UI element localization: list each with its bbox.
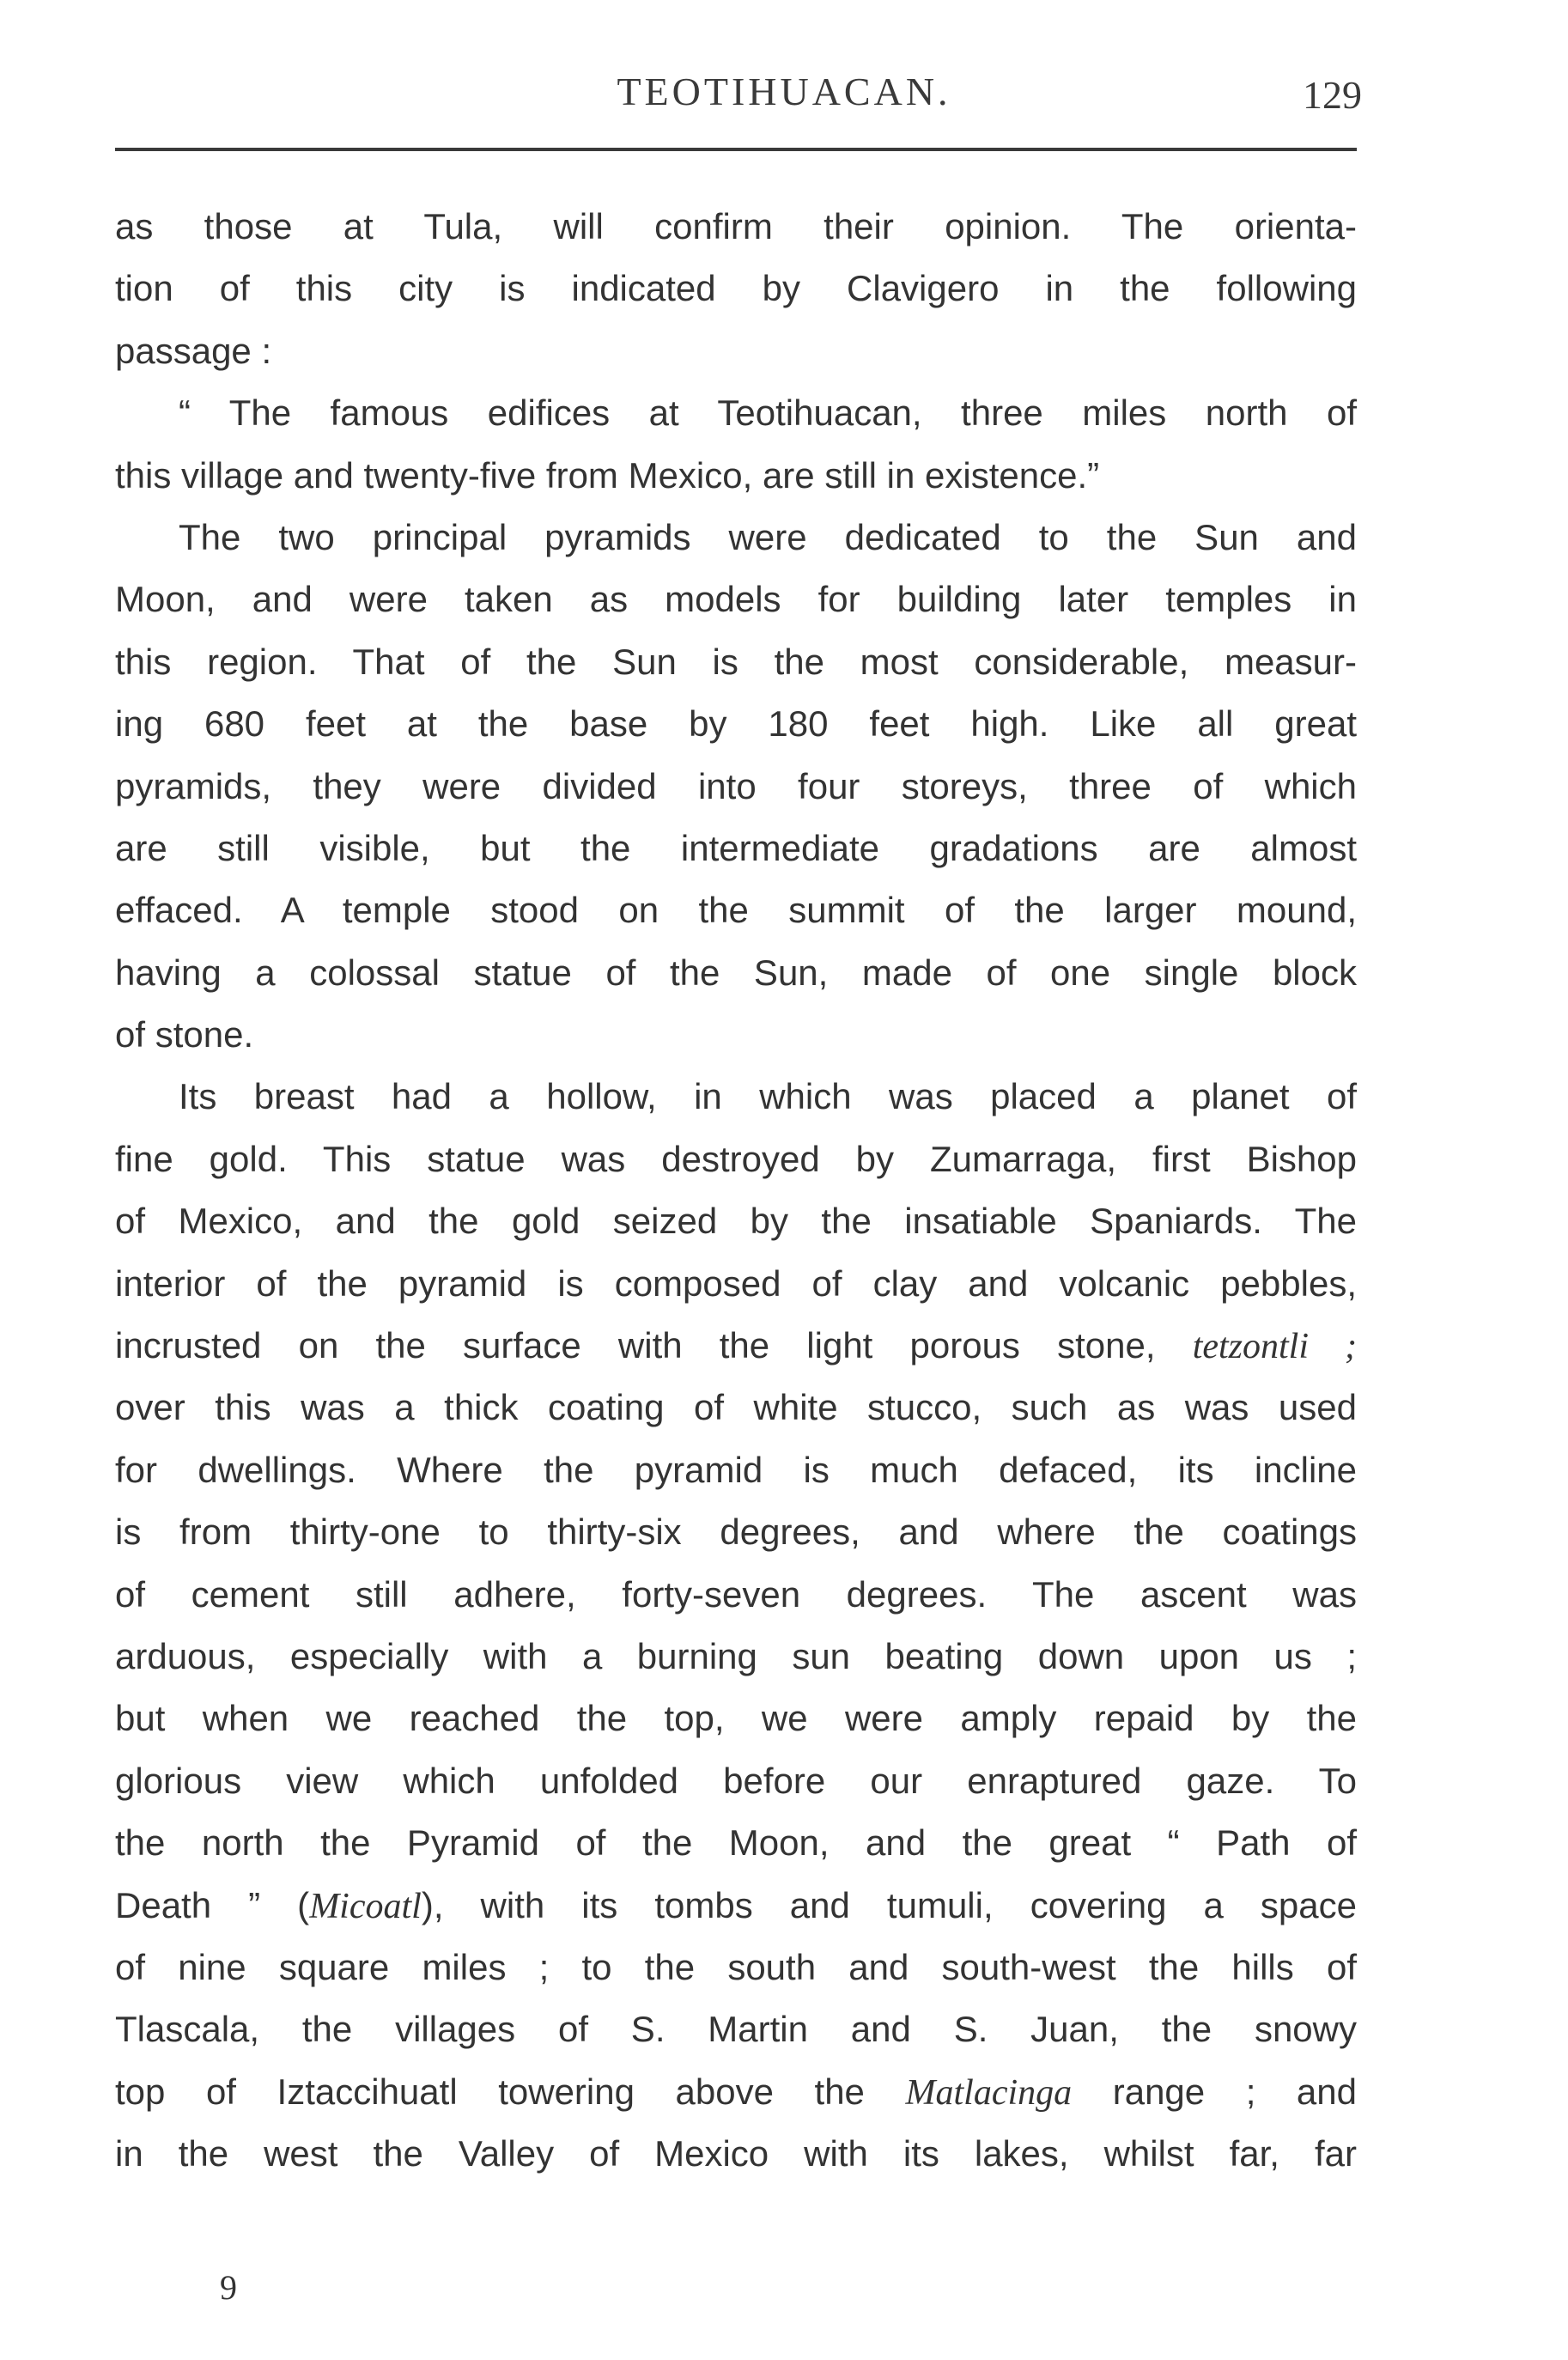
text-line: passage : (115, 330, 272, 371)
text-line: “ The famous edifices at Teotihuacan, three miles north of (179, 392, 1357, 434)
text-line: pyramids, they were divided into four storeys, three of which (115, 765, 1357, 806)
body-text (115, 196, 1357, 2186)
text-segment: range ; and (1112, 2071, 1358, 2112)
text-line: this village and twenty-five from Mexico, are still in existence.” (115, 454, 1100, 496)
running-head-title: TEOTIHUACAN. (617, 70, 951, 113)
signature-mark: 9 (220, 2268, 237, 2307)
text-line: effaced. A temple stood on the summit of the larger mound, (115, 890, 1357, 931)
text-segment: top of Iztaccihuatl towering above the (115, 2071, 865, 2112)
text-line: arduous, especially with a burning sun beating down upon us ; (115, 1635, 1357, 1676)
text-line: Its breast had a hollow, in which was placed a planet of (179, 1076, 1357, 1117)
text-line: of Mexico, and the gold seized by the insatiable Spaniards. The (115, 1201, 1357, 1242)
text-line: Moon, and were taken as models for building later temples in (115, 579, 1357, 620)
text-line: are still visible, but the intermediate gradations are almost (115, 827, 1357, 868)
running-head (0, 69, 1568, 129)
text-line: in the west the Valley of Mexico with its lakes, whilst far, far (115, 2133, 1357, 2174)
text-line: but when we reached the top, we were amply repaid by the (115, 1698, 1357, 1739)
header-rule (115, 148, 1357, 151)
text-line: as those at Tula, will confirm their opinion. The orienta- (115, 206, 1357, 246)
text-line: ing 680 feet at the base by 180 feet high. Like all great (115, 703, 1357, 745)
text-line: of nine square miles ; to the south and south-west the hills of (115, 1946, 1357, 1987)
italic-term-matlacinga: Matlacinga (905, 2072, 1073, 2113)
page-number: 129 (1303, 73, 1362, 117)
text-line: is from thirty-one to thirty-six degrees, and where the coatings (115, 1511, 1357, 1553)
text-line: Tlascala, the villages of S. Martin and S. Juan, the snowy (115, 2009, 1357, 2050)
italic-term-tetzontli: tetzontli ; (1192, 1327, 1357, 1367)
text-line: tion of this city is indicated by Clavigero in the following (115, 268, 1357, 309)
text-line: fine gold. This statue was destroyed by Zumarraga, first Bishop (115, 1138, 1357, 1179)
text-line: of cement still adhere, forty-seven degrees. The ascent was (115, 1573, 1357, 1615)
text-line: having a colossal statue of the Sun, made of one single block (115, 952, 1357, 993)
text-line: glorious view which unfolded before our enraptured gaze. To (115, 1760, 1357, 1801)
text-line (115, 1875, 1357, 1937)
text-line (115, 1315, 1357, 1377)
text-segment: ), with its tombs and tumuli, covering a space (421, 1884, 1358, 1925)
text-line: of stone. (115, 1014, 254, 1055)
text-line: for dwellings. Where the pyramid is much defaced, its incline (115, 1449, 1357, 1490)
italic-term-micoatl: Micoatl (309, 1886, 422, 1926)
text-line: The two principal pyramids were dedicated to the Sun and (179, 516, 1357, 557)
text-segment: Death ” ( (115, 1884, 310, 1925)
text-line: interior of the pyramid is composed of clay and volcanic pebbles, (115, 1262, 1357, 1304)
text-line: this region. That of the Sun is the most considerable, measur- (115, 641, 1357, 682)
text-line: the north the Pyramid of the Moon, and the great “ Path of (115, 1822, 1357, 1864)
text-line (115, 2061, 1357, 2123)
text-segment: incrusted on the surface with the light porous stone, (115, 1325, 1156, 1366)
text-line: over this was a thick coating of white stucco, such as was used (115, 1387, 1357, 1428)
